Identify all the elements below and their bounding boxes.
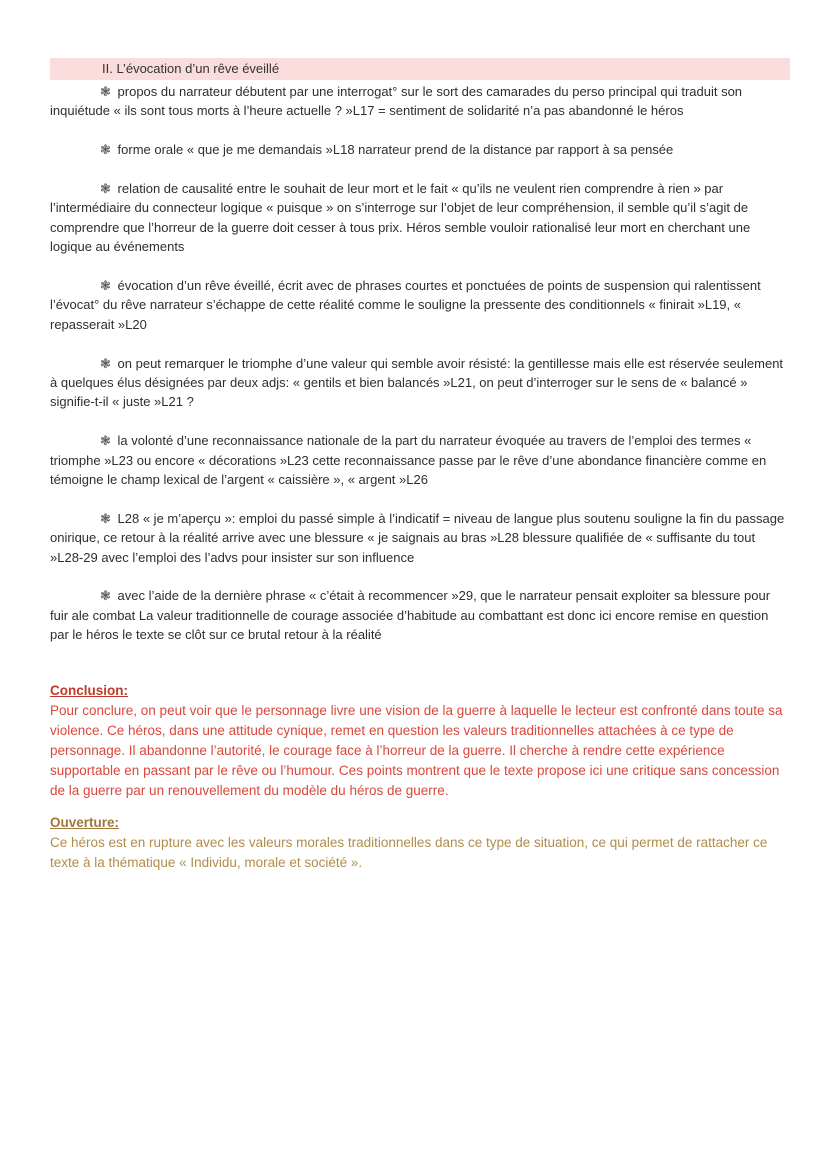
flower-bullet-icon: ❃ [100, 355, 111, 371]
paragraph-8 [50, 586, 790, 644]
paragraph-text: forme orale « que je me demandais »L18 narrateur prend de la distance par rapport à sa pensée [117, 142, 674, 158]
flower-bullet-icon: ❃ [100, 588, 111, 604]
flower-bullet-icon: ❃ [100, 433, 111, 449]
opening-text: Ce héros est en rupture avec les valeurs morales traditionnelles dans ce type de situation, ce qui permet de rattacher ce texte à la thématique « Individu, morale et société ». [50, 834, 768, 870]
opening-title: Ouverture: [50, 814, 120, 830]
flower-bullet-icon: ❃ [100, 278, 111, 294]
document-page [50, 58, 790, 873]
paragraph-text: évocation d’un rêve éveillé, écrit avec de phrases courtes et ponctuées de points de suspension qui ralentissent l’évocat° du rêve narrateur s’échappe de cette réalité comme le souligne la pressente des conditionnels « finirait »L19, « repasserait »L20 [50, 278, 761, 332]
paragraph-3 [50, 179, 790, 257]
paragraph-1 [50, 82, 790, 121]
section-heading: II. L’évocation d’un rêve éveillé [50, 58, 790, 80]
paragraph-4 [50, 276, 790, 334]
conclusion-section [50, 681, 790, 801]
paragraph-7 [50, 509, 790, 567]
flower-bullet-icon: ❃ [100, 142, 111, 158]
paragraph-text: la volonté d’une reconnaissance nationale de la part du narrateur évoquée au travers de l’emploi des termes « triomphe »L23 ou encore « décorations »L23 cette reconnaissance passe par le rêve d’une abondance financière comme en témoigne le champ lexical de l’argent « caissière », « argent »L26 [50, 433, 767, 488]
paragraph-text: L28 « je m’aperçu »: emploi du passé simple à l’indicatif = niveau de langue plus soutenu souligne la fin du passage onirique, ce retour à la réalité arrive avec une blessure « je saignais au bras »L28 blessure qualifiée de « suffisante du tout »L28-29 avec l’emploi des l’advs pour insister sur son influence [50, 510, 785, 565]
flower-bullet-icon: ❃ [100, 181, 111, 196]
paragraph-text: relation de causalité entre le souhait de leur mort et le fait « qu’ils ne veulent rien comprendre à rien » par l’intermédiaire du connecteur logique « puisque » on s’interroge sur l’objet de leur compréhension, il semble qu’il s’agit de comprendre que l’horreur de la guerre doit cesser à tous prix. Héros semble vouloir rationalisé leur mort en cherchant une logique au événements [50, 181, 751, 255]
paragraph-2 [50, 140, 790, 159]
conclusion-text: Pour conclure, on peut voir que le personnage livre une vision de la guerre à laquelle le lecteur est confronté dans toute sa violence. Ce héros, dans une attitude cynique, remet en question les valeurs traditionnelles attachées à ce type de personnage. Il abandonne l’autorité, le courage face à l’horreur de la guerre. Il cherche à rendre cette expérience supportable en passant par le rêve ou l’humour. Ces points montrent que le texte propose ici une critique sans concession de la guerre par un renouvellement du modèle du héros de guerre. [50, 702, 783, 798]
flower-bullet-icon: ❃ [100, 84, 111, 99]
paragraph-6 [50, 431, 790, 489]
paragraph-text: on peut remarquer le triomphe d’une valeur qui semble avoir résisté: la gentillesse mais elle est réservée seulement à quelques élus désignées par deux adjs: « gentils et bien balancés »L21, on peut d’interroger sur le sens de « balancé » signifie-t-il « juste »L21 ? [50, 355, 784, 410]
opening-section [50, 813, 790, 873]
conclusion-title: Conclusion: [50, 682, 128, 698]
paragraph-text: avec l’aide de la dernière phrase « c’était à recommencer »29, que le narrateur pensait exploiter sa blessure pour fuir ale combat La valeur traditionnelle de courage associée d’habitude au combattant est donc ici encore remise en question par le héros le texte se clôt sur ce brutal retour à la réalité [50, 588, 771, 643]
paragraph-text: propos du narrateur débutent par une interrogat° sur le sort des camarades du perso principal qui traduit son inquiétude « ils sont tous morts à l’heure actuelle ? »L17 = sentiment de solidarité n’a pas abandonné le héros [50, 84, 743, 119]
analysis-paragraphs [50, 82, 790, 645]
flower-bullet-icon: ❃ [100, 510, 111, 526]
paragraph-5 [50, 354, 790, 412]
